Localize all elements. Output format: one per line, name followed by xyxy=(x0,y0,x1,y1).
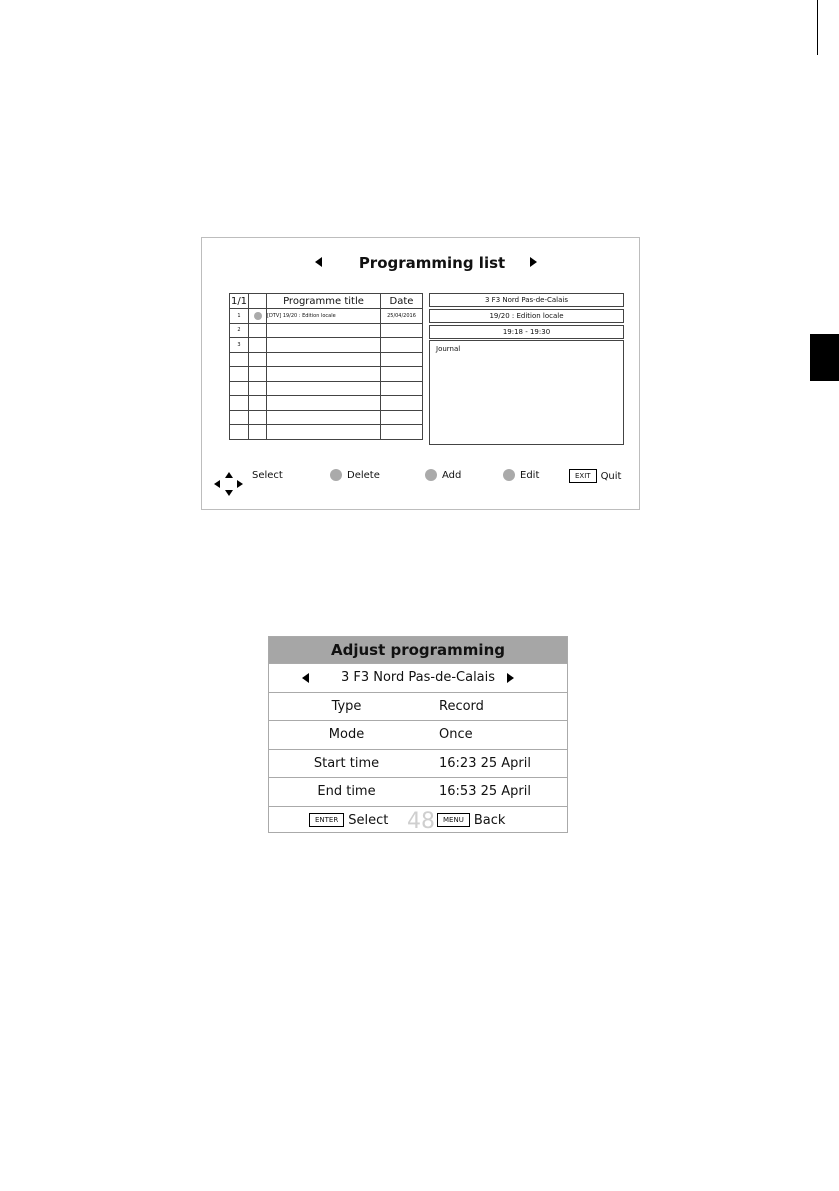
table-row[interactable] xyxy=(230,367,423,382)
row-title: [DTV] 19/20 : Edition locale xyxy=(267,309,381,324)
channel-selector[interactable] xyxy=(269,663,567,692)
channel-label: 3 F3 Nord Pas-de-Calais xyxy=(340,670,496,685)
arrow-left-icon[interactable] xyxy=(302,673,309,683)
programme-table xyxy=(229,293,423,440)
field-type[interactable] xyxy=(269,692,567,721)
table-row[interactable] xyxy=(230,425,423,440)
footer-back-label: Back xyxy=(473,812,506,828)
info-channel: 3 F3 Nord Pas-de-Calais xyxy=(429,293,624,307)
delete-key-icon xyxy=(330,469,342,481)
table-row[interactable] xyxy=(230,323,423,338)
row-index: 3 xyxy=(230,338,249,353)
field-label: End time xyxy=(317,784,376,799)
field-label: Mode xyxy=(328,727,365,742)
adjust-programming-panel xyxy=(268,636,568,833)
adjust-footer xyxy=(269,806,567,837)
legend-select-label: Select xyxy=(252,470,283,481)
legend-select xyxy=(252,469,283,483)
table-row[interactable] xyxy=(230,338,423,353)
col-status xyxy=(249,294,267,309)
row-title xyxy=(267,323,381,338)
field-end-time[interactable] xyxy=(269,777,567,806)
programming-list-title: Programming list xyxy=(358,254,506,272)
legend-delete[interactable] xyxy=(330,469,380,483)
legend-delete-label: Delete xyxy=(347,470,380,481)
footer-select[interactable] xyxy=(309,807,388,835)
row-date xyxy=(381,323,423,338)
row-index: 1 xyxy=(230,309,249,324)
legend-add-label: Add xyxy=(442,470,462,481)
adjust-programming-title: Adjust programming xyxy=(269,637,567,663)
field-mode[interactable] xyxy=(269,720,567,749)
menu-key-icon: MENU xyxy=(437,813,470,827)
field-label: Type xyxy=(331,698,362,714)
exit-key-icon: EXIT xyxy=(569,469,597,483)
legend-quit-label: Quit xyxy=(600,471,622,482)
edit-key-icon xyxy=(503,469,515,481)
col-date: Date xyxy=(381,294,423,309)
legend-add[interactable] xyxy=(425,469,461,483)
row-date: 25/04/2016 xyxy=(381,309,423,324)
footer-select-label: Select xyxy=(348,812,389,828)
dpad-icon xyxy=(214,472,244,496)
table-header-row xyxy=(230,294,423,309)
enter-key-icon: ENTER xyxy=(309,813,344,827)
programming-list-panel xyxy=(201,237,640,510)
legend-edit-label: Edit xyxy=(520,470,540,481)
info-programme: 19/20 : Edition locale xyxy=(429,309,624,323)
field-value: Once xyxy=(439,727,473,742)
arrow-left-icon[interactable] xyxy=(315,257,322,267)
arrow-right-icon[interactable] xyxy=(507,673,514,683)
status-dot-icon xyxy=(254,312,262,320)
legend-quit[interactable] xyxy=(569,469,621,484)
col-programme-title: Programme title xyxy=(267,294,381,309)
field-value: 16:53 25 April xyxy=(439,784,531,799)
table-row[interactable] xyxy=(230,309,423,324)
col-page: 1/1 xyxy=(230,295,248,307)
field-value: 16:23 25 April xyxy=(439,755,531,771)
field-value: Record xyxy=(439,698,484,714)
table-row[interactable] xyxy=(230,381,423,396)
section-tab-marker xyxy=(810,334,839,381)
info-time: 19:18 - 19:30 xyxy=(429,325,624,339)
row-title xyxy=(267,338,381,353)
table-row[interactable] xyxy=(230,396,423,411)
cut-line xyxy=(817,0,818,55)
row-index: 2 xyxy=(230,323,249,338)
add-key-icon xyxy=(425,469,437,481)
field-start-time[interactable] xyxy=(269,749,567,778)
info-description: Journal xyxy=(429,340,624,445)
arrow-right-icon[interactable] xyxy=(530,257,537,267)
footer-back[interactable] xyxy=(437,807,505,835)
legend-edit[interactable] xyxy=(503,469,539,483)
table-row[interactable] xyxy=(230,352,423,367)
table-row[interactable] xyxy=(230,410,423,425)
field-label: Start time xyxy=(313,755,380,771)
page-number: 48 xyxy=(407,808,435,834)
row-date xyxy=(381,338,423,353)
